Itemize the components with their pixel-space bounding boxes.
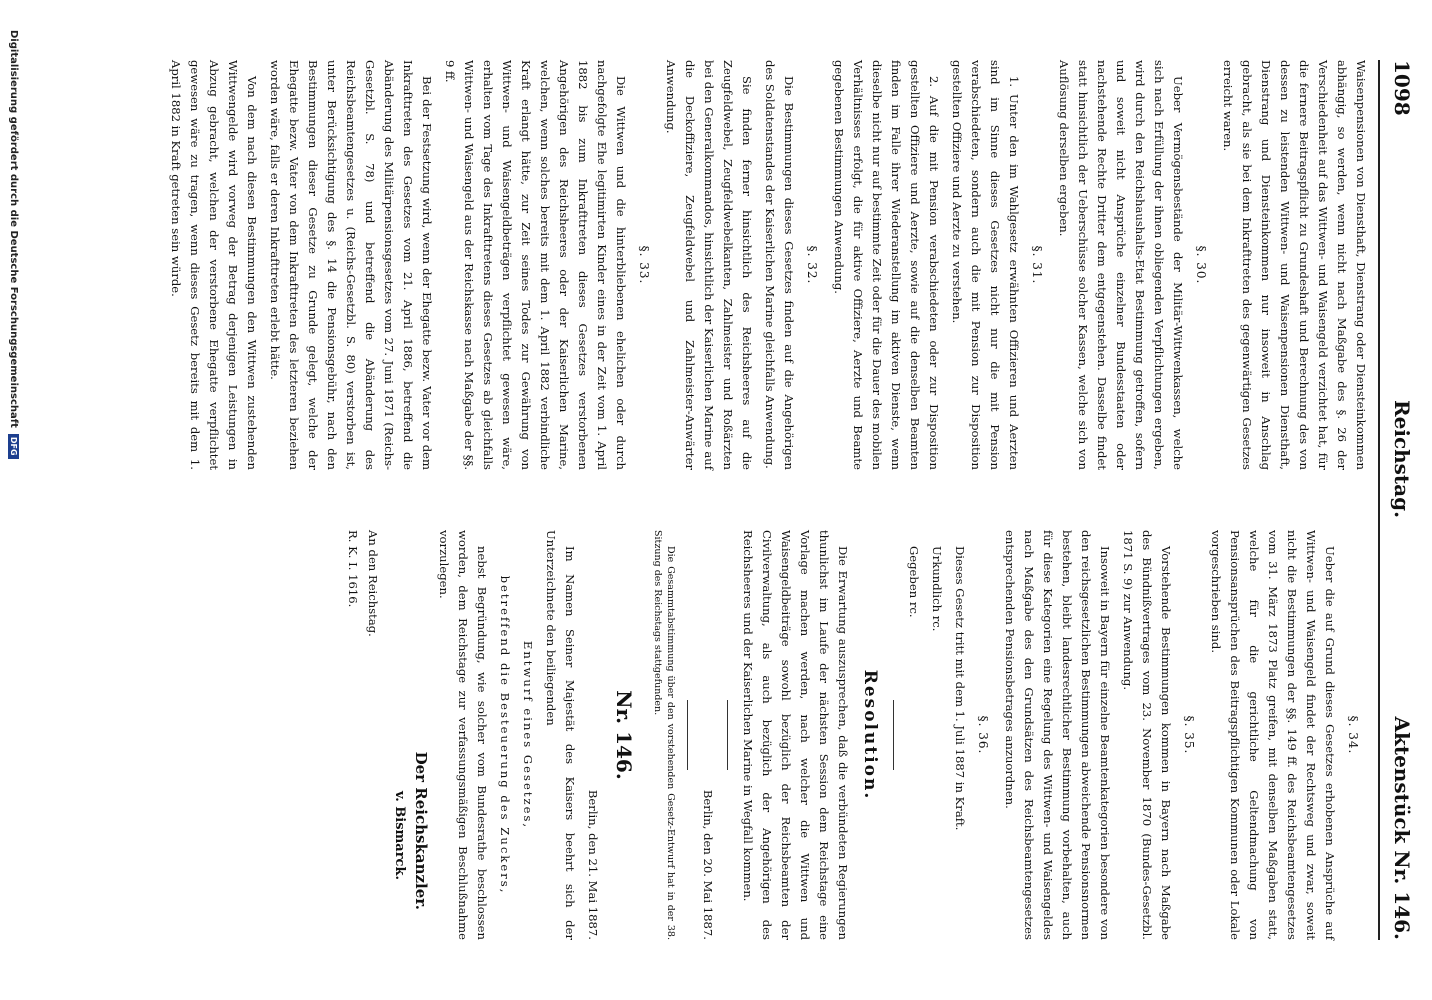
date-line: Berlin, den 21. Mai 1887. bbox=[586, 789, 600, 940]
section-heading: §. 31. bbox=[1030, 245, 1044, 285]
dfg-logo: DFG bbox=[9, 434, 20, 459]
divider bbox=[727, 700, 728, 770]
signature-name: v. Bismarck. bbox=[392, 790, 407, 880]
resolution-title: Resolution. bbox=[860, 669, 880, 801]
paragraph: Von dem nach diesen Bestimmungen den Wittwen zustehenden Wittwengelde wird vorweg der Betrag derjenigen Leistungen in Abzug gebracht, welchen der verstorbene Ehegatte verpflichtet gewesen wäre zu tragen, wenn dieses Gesetz bereits mit dem 1. April 1882 in Kraft getreten sein würde. bbox=[169, 60, 259, 470]
bill-topic: betreffend die Besteuerung des Zuckers, bbox=[498, 575, 512, 895]
section-heading: §. 32. bbox=[805, 245, 819, 285]
right-column bbox=[342, 530, 1370, 940]
paragraph: Bei der Festsetzung wird, wenn der Ehegatte bezw. Vater vor dem Inkrafttreten des Gesetzes vom 21. April 1886, betreffend die Abänderung des Militärpensionsgesetzes vom 27. Juni 1871 (Reichs-Gesetzbl. S. 78) und betreffend die Abänderung des Reichsbeamtengesetzes u. (Reichs-Gesetzbl. S. 80) verstorben ist, unter Berücksichtigung des §. 14 die Pensionsgebühr, nach den Bestimmungen dieser Gesetze zu Grunde gelegt, welche der Ehegatte bezw. Vater von dem Inkrafttreten des letzteren beziehen worden wäre, falls er deren Inkrafttreten erlebt hätte. bbox=[268, 60, 434, 470]
section-heading: §. 33. bbox=[637, 245, 651, 285]
footer-text: Digitalisierung gefördert durch die Deutsche Forschungsgemeinschaft bbox=[8, 30, 20, 428]
paragraph: Ueber die auf Grund dieses Gesetzes erhobenen Ansprüche auf Wittwen- und Waisengeld findet der Rechtsweg und zwar, soweit nicht die Bestimmungen der §§. 149 ff. des Reichsbeamtengesetzes vom 31. März 1873 Platz greifen, mit denselben Maßgaben statt, welche für die gerichtliche Geltendmachung von Pensionsansprüchen des Beitragspflichtigen Kommunen oder Lokale vorgeschrieben sind. bbox=[1209, 530, 1337, 940]
section-heading: §. 34. bbox=[1346, 715, 1360, 755]
resolution-text: Die Erwartung auszusprechen, daß die verbündeten Regierungen thunlichst im Laufe der nächsten Session dem Reichstage eine Vorlage machen werden, nach welcher die Wittwen und Waisengeldbeiträge sowohl bezüglich der Reichsbeamten der Civilverwaltung, als auch bezüglich der Angehörigen des Reichsheeres und der Kaiserlichen Marine in Wegfall kommen. bbox=[741, 530, 850, 940]
paragraph: Vorstehende Bestimmungen kommen in Bayern nach Maßgabe des Bündnißvertrages vom 23. November 1870 (Bundes-Gesetzbl. 1871 S. 9) zur Anwendung. bbox=[1121, 530, 1173, 940]
bill-title: Entwurf eines Gesetzes, bbox=[521, 640, 535, 830]
footnote: Die Gesammtabstimmung über den vorstehenden Gesetz-Entwurf hat in der 38. Sitzung des Reichstags stattgefunden. bbox=[652, 530, 676, 940]
digitization-footer bbox=[4, 30, 24, 970]
date-line: Berlin, den 20. Mai 1887. bbox=[701, 789, 715, 940]
paragraph: Insoweit in Bayern für einzelne Beamtenkategorien besondere von den reichsgesetzlichen Bestimmungen abweichende Pensionsnormen bestehen, bleibt landesrechtlicher Bestimmung vorbehalten, auch für diese Kategorien eine Regelung des Wittwen- und Waisengeldes nach Maßgabe des den Grundsätzen des Reichsbeamtengesetzes entsprechenden Pensionsbetrages anzuordnen. bbox=[1003, 530, 1112, 940]
file-reference: R. K. I. 1616. bbox=[346, 530, 360, 608]
signature-title: Der Reichskanzler. bbox=[412, 751, 430, 910]
section-heading: §. 30. bbox=[1194, 245, 1208, 285]
document-title: Nr. 146. bbox=[612, 690, 636, 780]
section-heading: §. 35. bbox=[1182, 715, 1196, 755]
paragraph: Die Bestimmungen dieses Gesetzes finden auf die Angehörigen des Soldatenstandes der Kaiserlichen Marine gleichfalls Anwendung. bbox=[763, 60, 796, 470]
paragraph: Die Wittwen und die hinterbliebenen ehelichen oder durch nachgefolgte Ehe legitimirten Kinder eines in der Zeit vom 1. April 1882 bis zum Inkrafttreten dieses Gesetzes verstorbenen Angehörigen des Reichsheeres oder der Kaiserlichen Marine, welchen, wenn solches bereits mit dem 1. April 1882 verbindliche Kraft erlangt hätte, zur Zeit seines Todes zur Gewährung von Wittwen- und Waisengeldbeträgen verpflichtet gewesen wäre, erhalten vom Tage des Inkrafttretens dieses Gesetzes ab gleichfalls Wittwen- und Waisengeld aus der Reichskasse nach Maßgabe der §§. 9 ff. bbox=[443, 60, 628, 470]
page-header bbox=[1378, 60, 1420, 940]
running-title: Reichstag. bbox=[1390, 400, 1414, 519]
paragraph: Im Namen Seiner Majestät des Kaisers beehrt sich der Unterzeichnete den beiliegenden bbox=[544, 530, 577, 940]
paragraph: nebst Begründung, wie solcher vom Bundesrathe beschlossen worden, dem Reichstage zur verfassungsmäßigen Beschlußnahme vorzulegen. bbox=[437, 530, 489, 940]
paragraph: 1. Unter den im Wahlgesetz erwähnten Offizieren und Aerzten sind im Sinne dieses Gesetzes nicht nur die mit Pension verabschiedeten, sondern auch die mit Pension zur Disposition gestellten Offiziere und Aerzte zu verstehen. bbox=[950, 60, 1021, 470]
section-heading: §. 36. bbox=[976, 715, 990, 755]
page-number: 1098 bbox=[1390, 60, 1414, 116]
paragraph-intro: Waisenpensionen von Diensthaft, Dienstrang oder Diensteinkommen abhängig, so werden, wenn nicht nach Maßgabe des §. 26 der Verschiedenheit auf das Wittwen- und Waisengeld verzichtet hat, für die fernere Beitragspflicht zu Grundeshaft und Berechnung des von dessen zu leistenden Wittwen- und Waisenpensionen Diensthaft, Dienstrang und Diensteinkommen nur insoweit in Anschlag gebracht, als sie bei dem Inkrafttreten des gegenwärtigen Gesetzes erreicht waren. bbox=[1221, 60, 1368, 470]
document-number: Aktenstück Nr. 146. bbox=[1390, 716, 1414, 940]
divider bbox=[687, 700, 688, 770]
paragraph: Dieses Gesetz tritt mit dem 1. Juli 1887 in Kraft. bbox=[953, 546, 967, 831]
paragraph: Ueber Vermögensbestände der Militär-Wittwenkassen, welche sich nach Erfüllung der ihnen obliegenden Verpflichtungen ergeben, wird durch den Reichshaushalts-Etat Bestimmung getroffen, sofern und soweit nicht Ansprüche einzelner Bundesstaaten oder nachstehende Rechte Dritter dem entgegenstehen. Dasselbe findet statt hinsichtlich der Ueberschüsse solcher Kassen, welche sich von Auflösung derselben ergeben. bbox=[1057, 60, 1185, 470]
paragraph: Sie finden ferner hinsichtlich des Reichsheeres auf die Zeugfeldwebel, Zeugfeldwebelkanten, Zahlmeister und Roßärzten bei den Generalkommandos, hinsichtlich der Kaiserlichen Marine auf die Deckoffiziere, Zeugfeldwebel und Zahlmeister-Anwärter Anwendung. bbox=[664, 60, 754, 470]
divider bbox=[893, 700, 894, 770]
left-column bbox=[162, 60, 1370, 470]
closing-formula: Urkundlich rc. bbox=[930, 546, 944, 632]
paragraph: 2. Auf die mit Pension verabschiedeten oder zur Disposition gestellten Offiziere und Aerzte, sowie auf die denselben Beamten finden im Falle ihrer Wiederanstellung im aktiven Dienste, wenn dieselbe nicht nur auf bestimmte Zeit oder für die Dauer des mobilen Verhältnisses erfolgt, die für aktive Offiziere, Aerzte und Beamte gegebenen Bestimmungen Anwendung. bbox=[832, 60, 941, 470]
closing-formula: Gegeben rc. bbox=[907, 546, 921, 618]
addressee: An den Reichstag. bbox=[366, 530, 380, 637]
